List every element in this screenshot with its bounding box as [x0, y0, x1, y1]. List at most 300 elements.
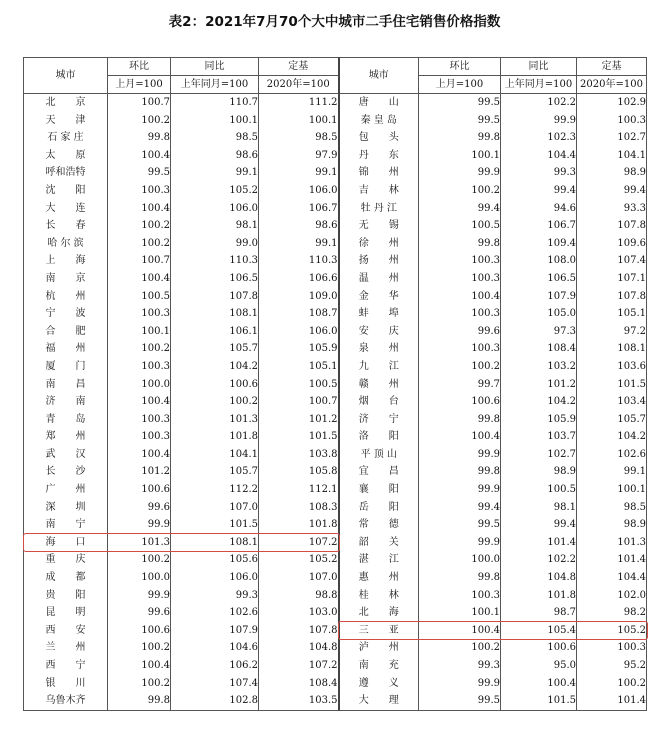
base-cell: 103.4	[577, 393, 647, 411]
mom-cell: 100.0	[108, 569, 171, 587]
yoy-cell: 107.0	[171, 499, 259, 517]
yoy-cell: 98.6	[171, 147, 259, 165]
mom-cell: 100.2	[108, 639, 171, 657]
base-cell: 99.4	[577, 182, 647, 200]
city-name-cell: 重 庆	[24, 551, 108, 569]
yoy-cell: 100.5	[501, 481, 577, 499]
city-name-cell: 西 宁	[24, 657, 108, 675]
base-cell: 101.4	[577, 551, 647, 569]
yoy-cell: 101.3	[171, 411, 259, 429]
table-row	[24, 463, 647, 481]
base-cell: 107.0	[259, 569, 339, 587]
yoy-cell: 106.5	[171, 270, 259, 288]
yoy-cell: 101.8	[171, 428, 259, 446]
yoy-cell: 102.2	[501, 94, 577, 112]
price-index-table	[23, 57, 647, 711]
base-cell: 103.0	[259, 604, 339, 622]
mom-cell: 99.8	[419, 569, 501, 587]
base-cell: 100.5	[259, 376, 339, 394]
mom-cell: 100.4	[108, 446, 171, 464]
yoy-cell: 101.4	[501, 534, 577, 552]
yoy-cell: 102.6	[171, 604, 259, 622]
base-cell: 111.2	[259, 94, 339, 112]
base-cell: 107.2	[259, 657, 339, 675]
table-row	[24, 411, 647, 429]
table-row	[24, 569, 647, 587]
base-cell: 105.2	[259, 551, 339, 569]
base-cell: 108.4	[259, 675, 339, 693]
city-name-cell: 武 汉	[24, 446, 108, 464]
mom-cell: 99.8	[108, 692, 171, 710]
city-name-cell: 南 充	[339, 657, 419, 675]
city-name-cell: 济 南	[24, 393, 108, 411]
base-cell: 104.8	[259, 639, 339, 657]
header-mom-right: 环比	[419, 58, 501, 76]
city-name-cell: 福 州	[24, 340, 108, 358]
yoy-cell: 108.1	[171, 534, 259, 552]
yoy-cell: 104.1	[171, 446, 259, 464]
mom-cell: 99.6	[108, 604, 171, 622]
mom-cell: 100.1	[419, 604, 501, 622]
header-base-left: 定基	[259, 58, 339, 76]
yoy-cell: 98.1	[501, 499, 577, 517]
base-cell: 102.9	[577, 94, 647, 112]
table-row	[24, 217, 647, 235]
yoy-cell: 112.2	[171, 481, 259, 499]
city-name-cell: 济 宁	[339, 411, 419, 429]
table-row	[24, 235, 647, 253]
yoy-cell: 98.5	[171, 129, 259, 147]
yoy-cell: 101.5	[171, 516, 259, 534]
base-cell: 103.8	[259, 446, 339, 464]
table-row	[24, 393, 647, 411]
mom-cell: 100.2	[108, 340, 171, 358]
city-name-cell: 昆 明	[24, 604, 108, 622]
mom-cell: 100.2	[108, 675, 171, 693]
city-name-cell: 无 锡	[339, 217, 419, 235]
table-row	[24, 376, 647, 394]
table-row	[24, 516, 647, 534]
mom-cell: 100.4	[419, 428, 501, 446]
city-name-cell: 呼和浩特	[24, 164, 108, 182]
table-row	[24, 94, 647, 112]
mom-cell: 99.9	[419, 446, 501, 464]
mom-cell: 99.6	[108, 499, 171, 517]
yoy-cell: 100.1	[171, 112, 259, 130]
base-cell: 100.1	[577, 481, 647, 499]
city-name-cell: 泸 州	[339, 639, 419, 657]
base-cell: 100.1	[259, 112, 339, 130]
city-name-cell: 北 京	[24, 94, 108, 112]
base-cell: 101.5	[577, 376, 647, 394]
city-name-cell: 石 家 庄	[24, 129, 108, 147]
base-cell: 104.4	[577, 569, 647, 587]
mom-cell: 99.5	[419, 692, 501, 710]
mom-cell: 99.9	[419, 164, 501, 182]
header-city-left: 城市	[24, 58, 108, 94]
mom-cell: 101.3	[108, 534, 171, 552]
yoy-cell: 94.6	[501, 200, 577, 218]
base-cell: 103.6	[577, 358, 647, 376]
yoy-cell: 105.2	[171, 182, 259, 200]
base-cell: 110.3	[259, 252, 339, 270]
yoy-cell: 106.5	[501, 270, 577, 288]
mom-cell: 100.3	[419, 252, 501, 270]
base-cell: 97.9	[259, 147, 339, 165]
mom-cell: 100.2	[108, 551, 171, 569]
yoy-cell: 105.9	[501, 411, 577, 429]
city-name-cell: 丹 东	[339, 147, 419, 165]
header-city-right: 城市	[339, 58, 419, 94]
mom-cell: 100.3	[419, 270, 501, 288]
mom-cell: 100.0	[108, 376, 171, 394]
header-base-sub-right: 2020年=100	[577, 76, 647, 94]
base-cell: 105.7	[577, 411, 647, 429]
yoy-cell: 104.8	[501, 569, 577, 587]
yoy-cell: 109.4	[501, 235, 577, 253]
mom-cell: 99.4	[419, 499, 501, 517]
table-row	[24, 675, 647, 693]
base-cell: 106.0	[259, 182, 339, 200]
yoy-cell: 98.9	[501, 463, 577, 481]
mom-cell: 100.3	[419, 587, 501, 605]
mom-cell: 99.6	[419, 323, 501, 341]
base-cell: 98.6	[259, 217, 339, 235]
table-row	[24, 534, 647, 552]
base-cell: 108.7	[259, 305, 339, 323]
yoy-cell: 102.8	[171, 692, 259, 710]
table-row	[24, 657, 647, 675]
city-name-cell: 泉 州	[339, 340, 419, 358]
yoy-cell: 99.4	[501, 516, 577, 534]
yoy-cell: 106.2	[171, 657, 259, 675]
city-name-cell: 温 州	[339, 270, 419, 288]
mom-cell: 100.4	[108, 270, 171, 288]
base-cell: 105.1	[259, 358, 339, 376]
mom-cell: 100.4	[419, 288, 501, 306]
base-cell: 107.8	[259, 622, 339, 640]
yoy-cell: 104.4	[501, 147, 577, 165]
yoy-cell: 101.5	[501, 692, 577, 710]
yoy-cell: 105.7	[171, 463, 259, 481]
yoy-cell: 107.4	[171, 675, 259, 693]
table-row	[24, 639, 647, 657]
city-name-cell: 天 津	[24, 112, 108, 130]
header-row-1	[24, 58, 647, 76]
yoy-cell: 99.1	[171, 164, 259, 182]
yoy-cell: 108.0	[501, 252, 577, 270]
base-cell: 102.6	[577, 446, 647, 464]
base-cell: 98.9	[577, 516, 647, 534]
base-cell: 99.1	[259, 235, 339, 253]
mom-cell: 100.1	[108, 323, 171, 341]
mom-cell: 99.5	[419, 112, 501, 130]
base-cell: 106.7	[259, 200, 339, 218]
city-name-cell: 合 肥	[24, 323, 108, 341]
base-cell: 105.9	[259, 340, 339, 358]
city-name-cell: 赣 州	[339, 376, 419, 394]
city-name-cell: 青 岛	[24, 411, 108, 429]
city-name-cell: 乌鲁木齐	[24, 692, 108, 710]
city-name-cell: 海 口	[24, 534, 108, 552]
city-name-cell: 大 连	[24, 200, 108, 218]
city-name-cell: 三 亚	[339, 622, 419, 640]
mom-cell: 100.5	[419, 217, 501, 235]
base-cell: 107.4	[577, 252, 647, 270]
mom-cell: 99.9	[108, 587, 171, 605]
city-name-cell: 平 顶 山	[339, 446, 419, 464]
city-name-cell: 韶 关	[339, 534, 419, 552]
yoy-cell: 99.3	[171, 587, 259, 605]
city-name-cell: 宁 波	[24, 305, 108, 323]
yoy-cell: 102.3	[501, 129, 577, 147]
base-cell: 95.2	[577, 657, 647, 675]
yoy-cell: 105.0	[501, 305, 577, 323]
table-row	[24, 358, 647, 376]
header-yoy-sub-right: 上年同月=100	[501, 76, 577, 94]
city-name-cell: 蚌 埠	[339, 305, 419, 323]
base-cell: 107.2	[259, 534, 339, 552]
mom-cell: 100.3	[419, 340, 501, 358]
table-row	[24, 147, 647, 165]
city-name-cell: 深 圳	[24, 499, 108, 517]
base-cell: 105.2	[577, 622, 647, 640]
table-row	[24, 428, 647, 446]
mom-cell: 99.8	[419, 463, 501, 481]
base-cell: 101.3	[577, 534, 647, 552]
mom-cell: 100.3	[108, 428, 171, 446]
mom-cell: 100.2	[108, 112, 171, 130]
yoy-cell: 99.0	[171, 235, 259, 253]
mom-cell: 100.5	[108, 288, 171, 306]
yoy-cell: 102.2	[501, 551, 577, 569]
base-cell: 107.8	[577, 288, 647, 306]
table-row	[24, 323, 647, 341]
table-row	[24, 112, 647, 130]
mom-cell: 99.8	[419, 129, 501, 147]
base-cell: 101.4	[577, 692, 647, 710]
base-cell: 108.3	[259, 499, 339, 517]
base-cell: 109.0	[259, 288, 339, 306]
base-cell: 101.8	[259, 516, 339, 534]
header-yoy-right: 同比	[501, 58, 577, 76]
yoy-cell: 100.2	[171, 393, 259, 411]
header-mom-sub-right: 上月=100	[419, 76, 501, 94]
base-cell: 109.6	[577, 235, 647, 253]
yoy-cell: 99.3	[501, 164, 577, 182]
base-cell: 98.5	[577, 499, 647, 517]
city-name-cell: 南 京	[24, 270, 108, 288]
table-row	[24, 340, 647, 358]
table-row	[24, 587, 647, 605]
yoy-cell: 103.7	[501, 428, 577, 446]
mom-cell: 99.5	[419, 516, 501, 534]
base-cell: 99.1	[577, 463, 647, 481]
yoy-cell: 102.7	[501, 446, 577, 464]
table-row	[24, 288, 647, 306]
city-name-cell: 洛 阳	[339, 428, 419, 446]
table-row	[24, 622, 647, 640]
city-name-cell: 西 安	[24, 622, 108, 640]
yoy-cell: 101.2	[501, 376, 577, 394]
mom-cell: 99.9	[108, 516, 171, 534]
yoy-cell: 110.7	[171, 94, 259, 112]
city-name-cell: 扬 州	[339, 252, 419, 270]
mom-cell: 100.4	[108, 200, 171, 218]
mom-cell: 100.4	[108, 147, 171, 165]
city-name-cell: 唐 山	[339, 94, 419, 112]
city-name-cell: 牡 丹 江	[339, 200, 419, 218]
yoy-cell: 104.2	[171, 358, 259, 376]
city-name-cell: 南 昌	[24, 376, 108, 394]
base-cell: 98.8	[259, 587, 339, 605]
mom-cell: 100.3	[108, 182, 171, 200]
mom-cell: 99.4	[419, 200, 501, 218]
yoy-cell: 103.2	[501, 358, 577, 376]
base-cell: 97.2	[577, 323, 647, 341]
mom-cell: 100.2	[108, 235, 171, 253]
mom-cell: 99.5	[419, 94, 501, 112]
mom-cell: 100.4	[108, 657, 171, 675]
mom-cell: 99.8	[419, 235, 501, 253]
yoy-cell: 98.1	[171, 217, 259, 235]
base-cell: 107.1	[577, 270, 647, 288]
city-name-cell: 岳 阳	[339, 499, 419, 517]
base-cell: 107.8	[577, 217, 647, 235]
header-yoy-sub-left: 上年同月=100	[171, 76, 259, 94]
yoy-cell: 107.9	[501, 288, 577, 306]
city-name-cell: 厦 门	[24, 358, 108, 376]
city-name-cell: 锦 州	[339, 164, 419, 182]
city-name-cell: 贵 阳	[24, 587, 108, 605]
yoy-cell: 105.4	[501, 622, 577, 640]
base-cell: 100.2	[577, 675, 647, 693]
mom-cell: 99.8	[108, 129, 171, 147]
city-name-cell: 常 德	[339, 516, 419, 534]
city-name-cell: 烟 台	[339, 393, 419, 411]
yoy-cell: 110.3	[171, 252, 259, 270]
table-row	[24, 252, 647, 270]
table-row	[24, 270, 647, 288]
table-row	[24, 164, 647, 182]
base-cell: 106.6	[259, 270, 339, 288]
table-row	[24, 481, 647, 499]
yoy-cell: 107.9	[171, 622, 259, 640]
yoy-cell: 101.8	[501, 587, 577, 605]
base-cell: 105.1	[577, 305, 647, 323]
mom-cell: 100.2	[419, 182, 501, 200]
city-name-cell: 兰 州	[24, 639, 108, 657]
city-name-cell: 金 华	[339, 288, 419, 306]
yoy-cell: 108.4	[501, 340, 577, 358]
base-cell: 99.1	[259, 164, 339, 182]
yoy-cell: 99.4	[501, 182, 577, 200]
table-row	[24, 446, 647, 464]
table-body	[24, 94, 647, 711]
mom-cell: 100.1	[419, 147, 501, 165]
city-name-cell: 安 庆	[339, 323, 419, 341]
base-cell: 98.5	[259, 129, 339, 147]
mom-cell: 100.2	[108, 217, 171, 235]
mom-cell: 100.4	[419, 622, 501, 640]
city-name-cell: 哈 尔 滨	[24, 235, 108, 253]
base-cell: 100.3	[577, 112, 647, 130]
table-row	[24, 129, 647, 147]
mom-cell: 99.9	[419, 534, 501, 552]
page-title: 表2：2021年7月70个大中城市二手住宅销售价格指数	[168, 14, 501, 30]
table-row	[24, 305, 647, 323]
mom-cell: 100.7	[108, 94, 171, 112]
mom-cell: 100.3	[108, 358, 171, 376]
mom-cell: 99.9	[419, 481, 501, 499]
mom-cell: 100.0	[419, 551, 501, 569]
mom-cell: 100.3	[108, 305, 171, 323]
yoy-cell: 99.9	[501, 112, 577, 130]
city-name-cell: 长 沙	[24, 463, 108, 481]
table-row	[24, 182, 647, 200]
mom-cell: 100.3	[108, 411, 171, 429]
city-name-cell: 包 头	[339, 129, 419, 147]
base-cell: 101.2	[259, 411, 339, 429]
yoy-cell: 106.0	[171, 569, 259, 587]
table-row	[24, 604, 647, 622]
yoy-cell: 106.1	[171, 323, 259, 341]
city-name-cell: 湛 江	[339, 551, 419, 569]
mom-cell: 100.3	[419, 305, 501, 323]
header-mom-sub-left: 上月=100	[108, 76, 171, 94]
city-name-cell: 郑 州	[24, 428, 108, 446]
city-name-cell: 宜 昌	[339, 463, 419, 481]
city-name-cell: 成 都	[24, 569, 108, 587]
mom-cell: 99.9	[419, 675, 501, 693]
city-name-cell: 太 原	[24, 147, 108, 165]
base-cell: 103.5	[259, 692, 339, 710]
mom-cell: 100.6	[419, 393, 501, 411]
city-name-cell: 北 海	[339, 604, 419, 622]
city-name-cell: 银 川	[24, 675, 108, 693]
mom-cell: 100.6	[108, 622, 171, 640]
city-name-cell: 南 宁	[24, 516, 108, 534]
base-cell: 104.1	[577, 147, 647, 165]
city-name-cell: 广 州	[24, 481, 108, 499]
base-cell: 112.1	[259, 481, 339, 499]
mom-cell: 99.8	[419, 411, 501, 429]
yoy-cell: 105.6	[171, 551, 259, 569]
city-name-cell: 惠 州	[339, 569, 419, 587]
header-base-right: 定基	[577, 58, 647, 76]
yoy-cell: 106.0	[171, 200, 259, 218]
header-base-sub-left: 2020年=100	[259, 76, 339, 94]
base-cell: 98.2	[577, 604, 647, 622]
city-name-cell: 遵 义	[339, 675, 419, 693]
mom-cell: 100.7	[108, 252, 171, 270]
base-cell: 108.1	[577, 340, 647, 358]
mom-cell: 99.3	[419, 657, 501, 675]
city-name-cell: 吉 林	[339, 182, 419, 200]
city-name-cell: 沈 阳	[24, 182, 108, 200]
base-cell: 100.3	[577, 639, 647, 657]
header-row-2	[24, 76, 647, 94]
header-yoy-left: 同比	[171, 58, 259, 76]
base-cell: 101.5	[259, 428, 339, 446]
base-cell: 100.7	[259, 393, 339, 411]
base-cell: 98.9	[577, 164, 647, 182]
base-cell: 104.2	[577, 428, 647, 446]
yoy-cell: 107.8	[171, 288, 259, 306]
yoy-cell: 106.7	[501, 217, 577, 235]
header-mom-left: 环比	[108, 58, 171, 76]
city-name-cell: 大 理	[339, 692, 419, 710]
